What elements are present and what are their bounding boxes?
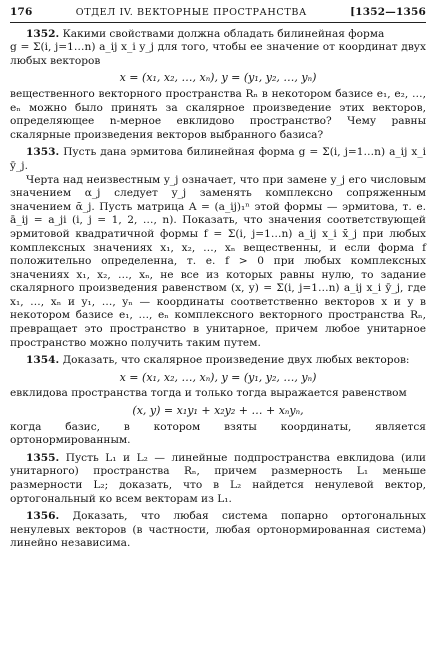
problem-1352-line-1: 1352. Какими свойствами должна обладать билинейная форма bbox=[26, 27, 385, 40]
problem-number: 1354. bbox=[26, 354, 60, 367]
problem-1354 bbox=[10, 354, 426, 448]
problem-1352-formula: x = (x₁, x₂, …, xₙ), y = (y₁, y₂, …, yₙ) bbox=[119, 71, 317, 85]
problem-1355-text: 1355. Пусть L₁ и L₂ — линейные подпространства евклидова (или унитарного) пространства Rₙ, причем размерность L₁ меньше размерности L₂; доказать, что в L₂ найдется ненулевой вектор, ортогональный ко всем векторам из L₁. bbox=[10, 451, 426, 505]
problem-1352 bbox=[10, 28, 426, 143]
problem-range: [1352—1356 bbox=[350, 6, 426, 18]
problem-1356 bbox=[10, 510, 426, 551]
page-header bbox=[10, 6, 426, 23]
problem-1353-line-1: 1353. Пусть дана эрмитова билинейная форма g = Σ(i, j=1…n) a_ij x_i ȳ_j. bbox=[10, 146, 427, 172]
problem-1354-continuation-2: когда базис, в котором взяты координаты, является ортонормированным. bbox=[10, 420, 426, 447]
problem-number: 1355. bbox=[26, 451, 60, 464]
problem-1354-continuation: евклидова пространства тогда и только тогда выражается равенством bbox=[10, 387, 407, 400]
problem-1352-line-2: g = Σ(i, j=1…n) a_ij x_i y_j для того, чтобы ее значение от координат двух любых векторов bbox=[10, 41, 426, 67]
problem-1353 bbox=[10, 146, 426, 350]
problem-number: 1352. bbox=[26, 27, 60, 40]
problem-1354-line-1: 1354. Доказать, что скалярное произведение двух любых векторов: bbox=[26, 354, 410, 367]
problem-1355 bbox=[10, 452, 426, 506]
problem-1352-continuation: вещественного векторного пространства Rₙ в некотором базисе e₁, e₂, …, eₙ можно было принять за скалярное произведение этих векторов, определяющее n-мерное евклидово пространство? Чему равны скалярные произведения векторов выбранного базиса? bbox=[10, 87, 426, 141]
section-title: ОТДЕЛ IV. ВЕКТОРНЫЕ ПРОСТРАНСТВА bbox=[75, 7, 307, 18]
problem-1354-formula: x = (x₁, x₂, …, xₙ), y = (y₁, y₂, …, yₙ) bbox=[119, 370, 317, 384]
problem-1353-body: Черта над неизвестным y_j означает, что при замене y_j его числовым значением α_j следует y_j заменять комплексно сопряженным значением ᾱ_j. Пусть матрица A = (a_ij)₁ⁿ этой формы — эрмитова, т. е. ā_ij = a_ji (i, j = 1, 2, …, n). Показать, что значения соответствующей эрмитовой квадратичной формы f = Σ(i, j=1…n) a_ij x_i x̄_j при любых комплексных значениях x₁, x₂, …, xₙ вещественны, и если форма f положительно определенна, т. е. f > 0 при любых комплексных значениях x₁, x₂, …, xₙ, не все из которых равны нулю, то задание скалярного произведения равенством (x, y) = Σ(i, j=1…n) a_ij x_i ȳ_j, где x₁, …, xₙ и y₁, …, yₙ — координаты соответственно векторов x и y в некотором базисе e₁, …, eₙ комплексного векторного пространства Rₙ, превращает это пространство в унитарное, причем любое унитарное пространство можно получить таким путем. bbox=[10, 173, 426, 349]
problem-1354-formula-2: (x, y) = x₁y₁ + x₂y₂ + … + xₙyₙ, bbox=[132, 404, 304, 418]
page-number: 176 bbox=[10, 6, 33, 18]
problem-1356-text: 1356. Доказать, что любая система попарно ортогональных ненулевых векторов (в частности, любая ортонормированная система) линейно независима. bbox=[10, 510, 426, 550]
problem-number: 1353. bbox=[26, 146, 60, 159]
problem-number: 1356. bbox=[26, 510, 60, 523]
